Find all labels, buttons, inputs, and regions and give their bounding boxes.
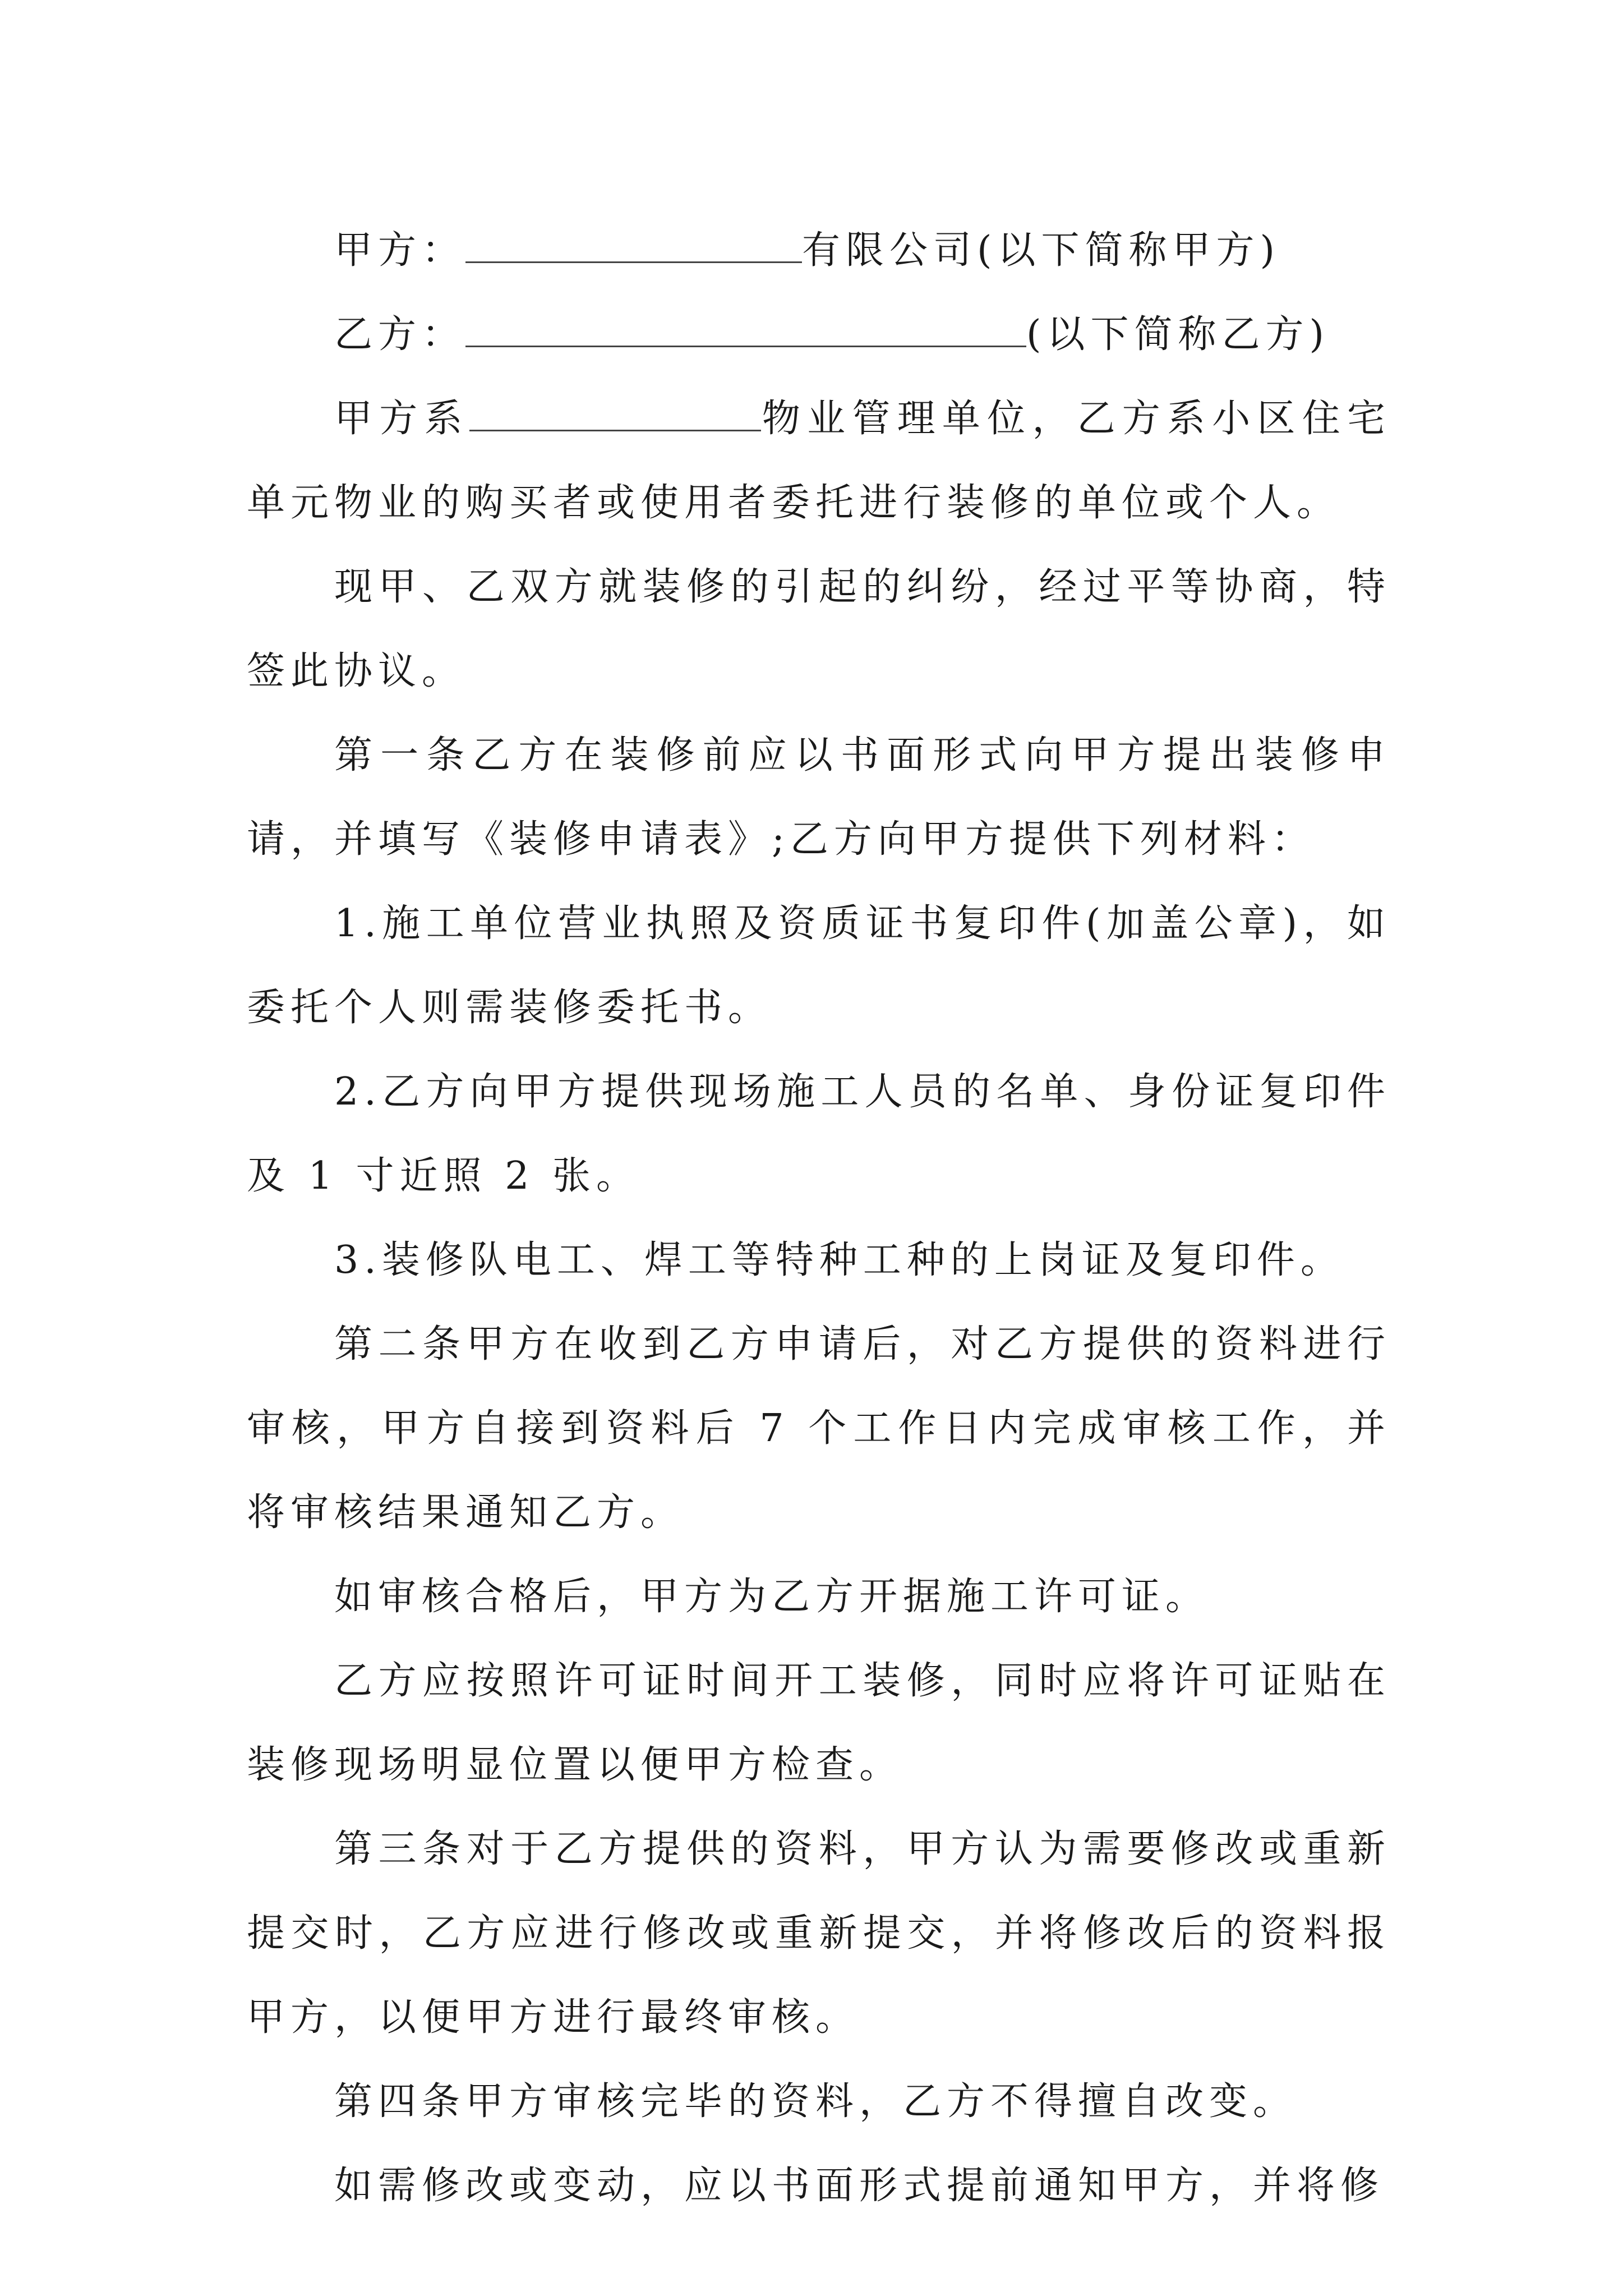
party-b-line (247, 293, 1391, 377)
article-1-paragraph: 第一条乙方在装修前应以书面形式向甲方提出装修申请，并填写《装修申请表》;乙方向甲方提供下列材料： (247, 733, 1391, 862)
paragraph: 现甲、乙双方就装修的引起的纠纷，经过平等协商，特签此协议。 (247, 565, 1391, 693)
party-a-name-blank (465, 229, 802, 263)
article-4-paragraph: 第四条甲方审核完毕的资料，乙方不得擅自改变。 (334, 2079, 1297, 2124)
party-b-label: 乙方： (334, 312, 466, 357)
paragraph: 乙方应按照许可证时间开工装修，同时应将许可证贴在装修现场明显位置以便甲方检查。 (247, 1659, 1391, 1787)
intro-paragraph (247, 377, 1391, 545)
list-item: 1.施工单位营业执照及资质证书复印件(加盖公章)，如委托个人则需装修委托书。 (247, 901, 1391, 1030)
property-name-blank (469, 397, 761, 431)
party-a-suffix: 有限公司(以下简称甲方) (802, 228, 1281, 273)
list-item: 3.装修队电工、焊工等特种工种的上岗证及复印件。 (334, 1238, 1344, 1282)
party-b-name-blank (465, 313, 1026, 347)
article-3-paragraph: 第三条对于乙方提供的资料，甲方认为需要修改或重新提交时，乙方应进行修改或重新提交，并将修改后的资料报甲方，以便甲方进行最终审核。 (247, 1827, 1391, 2040)
paragraph: 如审核合格后，甲方为乙方开据施工许可证。 (334, 1575, 1210, 1619)
list-item: 2.乙方向甲方提供现场施工人员的名单、身份证复印件及 1 寸近照 2 张。 (247, 1070, 1391, 1198)
party-a-line (247, 209, 1391, 293)
party-b-suffix: (以下简称乙方) (1026, 312, 1330, 357)
party-a-label: 甲方： (334, 228, 466, 273)
document-body (247, 209, 1391, 2228)
paragraph: 如需修改或变动，应以书面形式提前通知甲方，并将修 (334, 2164, 1385, 2208)
article-2-paragraph: 第二条甲方在收到乙方申请后，对乙方提供的资料进行审核，甲方自接到资料后 7 个工作日内完成审核工作，并将审核结果通知乙方。 (247, 1322, 1391, 1535)
intro-prefix: 甲方系 (334, 397, 469, 441)
intro-suffix: 物业管理单位，乙方系小区住宅单元物业的购买者或使用者委托进行装修的单位或个人。 (247, 397, 1391, 525)
